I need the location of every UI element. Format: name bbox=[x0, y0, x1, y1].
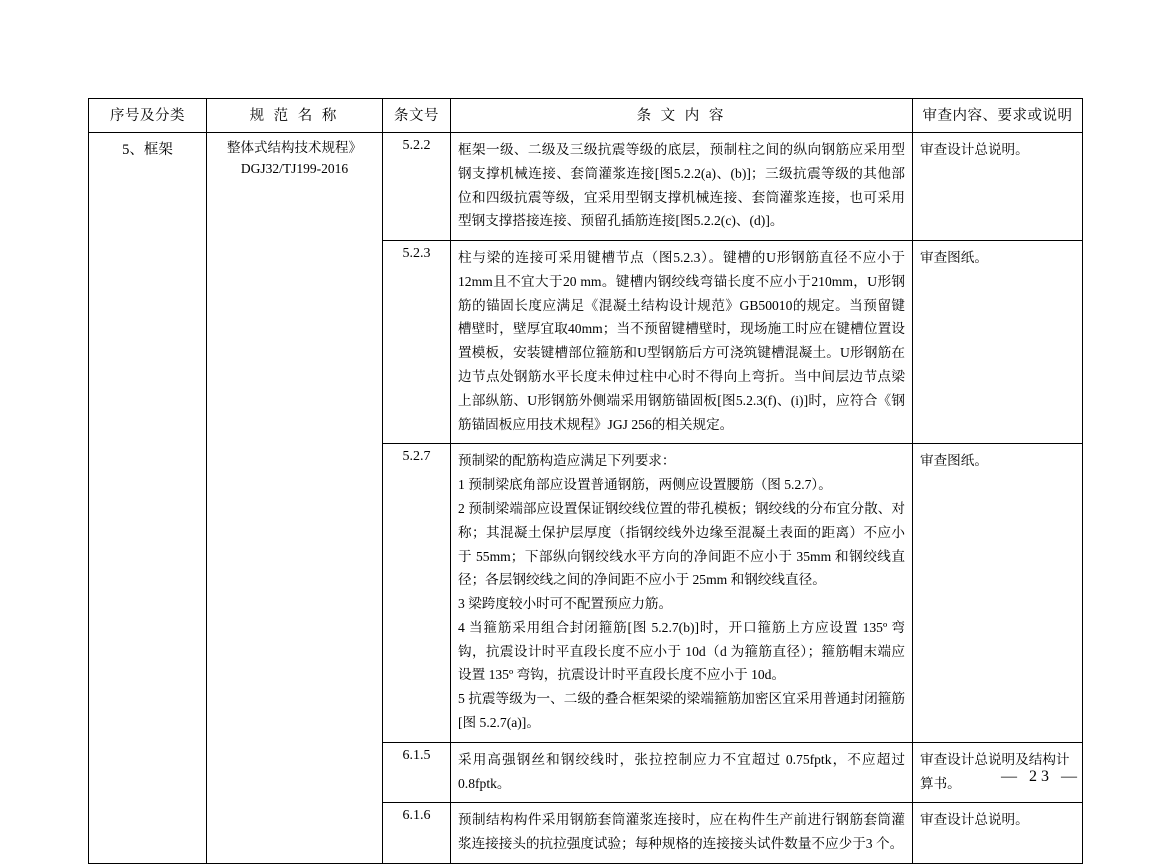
clause-number: 5.2.7 bbox=[383, 444, 451, 742]
clause-content-text: 采用高强钢丝和钢绞线时，张拉控制应力不宜超过 0.75fptk，不应超过 0.8fptk。 bbox=[458, 751, 905, 791]
clause-content bbox=[451, 742, 913, 803]
clause-content-item: 1 预制梁底角部应设置普通钢筋，两侧应设置腰筋（图 5.2.7）。 bbox=[458, 477, 832, 493]
clause-content-text: 预制结构构件采用钢筋套筒灌浆连接时，应在构件生产前进行钢筋套筒灌浆连接接头的抗拉强度试验；每种规格的连接接头试件数量不应少于3 个。 bbox=[458, 812, 905, 852]
category-cell: 5、框架 bbox=[89, 133, 207, 864]
clause-content bbox=[451, 803, 913, 864]
review-note: 审查设计总说明及结构计算书。 bbox=[913, 742, 1083, 803]
header-cell-standard-name: 规 范 名 称 bbox=[207, 99, 383, 133]
review-note: 审查设计总说明。 bbox=[913, 133, 1083, 241]
clause-number: 5.2.2 bbox=[383, 133, 451, 241]
header-cell-index: 序号及分类 bbox=[89, 99, 207, 133]
table-row bbox=[89, 133, 1083, 241]
clause-content-item: 4 当箍筋采用组合封闭箍筋[图 5.2.7(b)]时，开口箍筋上方应设置 135º 弯钩，抗震设计时平直段长度不应小于 10d（d 为箍筋直径）；箍筋帽末端应设置 135º 弯钩，抗震设计时平直段长度不应小于 10d。 bbox=[458, 619, 905, 683]
clause-content-item: 2 预制梁端部应设置保证钢绞线位置的带孔模板；钢绞线的分布宜分散、对称；其混凝土保护层厚度（指钢绞线外边缘至混凝土表面的距离）不应小于 55mm；下部纵向钢绞线水平方向的净间距不应小于 35mm 和钢绞线直径；各层钢绞线之间的净间距不应小于 25mm 和钢绞线直径。 bbox=[458, 500, 905, 588]
header-cell-clause-no: 条文号 bbox=[383, 99, 451, 133]
clause-content-text: 框架一级、二级及三级抗震等级的底层，预制柱之间的纵向钢筋应采用型钢支撑机械连接、套筒灌浆连接[图5.2.2(a)、(b)]；三级抗震等级的其他部位和四级抗震等级，宜采用型钢支撑机械连接、套筒灌浆连接，也可采用型钢支撑搭接连接、预留孔插筋连接[图5.2.2(c)、(d)]。 bbox=[458, 142, 905, 229]
clause-content-item: 3 梁跨度较小时可不配置预应力筋。 bbox=[458, 596, 673, 612]
standard-name-cell bbox=[207, 133, 383, 864]
header-cell-review: 审查内容、要求或说明 bbox=[913, 99, 1083, 133]
clause-number: 6.1.5 bbox=[383, 742, 451, 803]
clause-content bbox=[451, 444, 913, 742]
review-note: 审查图纸。 bbox=[913, 241, 1083, 444]
clause-content bbox=[451, 133, 913, 241]
specification-table bbox=[88, 98, 1083, 864]
clause-content-intro: 预制梁的配筋构造应满足下列要求： bbox=[458, 453, 676, 469]
clause-number: 6.1.6 bbox=[383, 803, 451, 864]
table-header-row bbox=[89, 99, 1083, 133]
clause-content-text: 柱与梁的连接可采用键槽节点（图5.2.3）。键槽的U形钢筋直径不应小于12mm且不宜大于20 mm。键槽内钢绞线弯锚长度不应小于210mm，U形钢筋的锚固长度应满足《混凝土结构设计规范》GB50010的规定。当预留键槽壁时，壁厚宜取40mm；当不预留键槽壁时，现场施工时应在键槽位置设置模板，安装键槽部位箍筋和U型钢筋后方可浇筑键槽混凝土。U形钢筋在边节点处钢筋水平长度未伸过柱中心时不得向上弯折。当中间层边节点梁上部纵筋、U形钢筋外侧端采用钢筋锚固板[图5.2.3(f)、(i)]时，应符合《钢筋锚固板应用技术规程》JGJ 256的相关规定。 bbox=[458, 250, 905, 432]
review-note: 审查设计总说明。 bbox=[913, 803, 1083, 864]
clause-number: 5.2.3 bbox=[383, 241, 451, 444]
header-cell-clause-content: 条 文 内 容 bbox=[451, 99, 913, 133]
review-note: 审查图纸。 bbox=[913, 444, 1083, 742]
clause-content-item: 5 抗震等级为一、二级的叠合框架梁的梁端箍筋加密区宜采用普通封闭箍筋[图 5.2.7(a)]。 bbox=[458, 691, 905, 730]
page-number: — 23 — bbox=[1001, 768, 1081, 785]
standard-name-line-2: DGJ32/TJ199-2016 bbox=[240, 160, 349, 176]
standard-name-line-1: 整体式结构技术规程》 bbox=[227, 140, 362, 155]
clause-content bbox=[451, 241, 913, 444]
